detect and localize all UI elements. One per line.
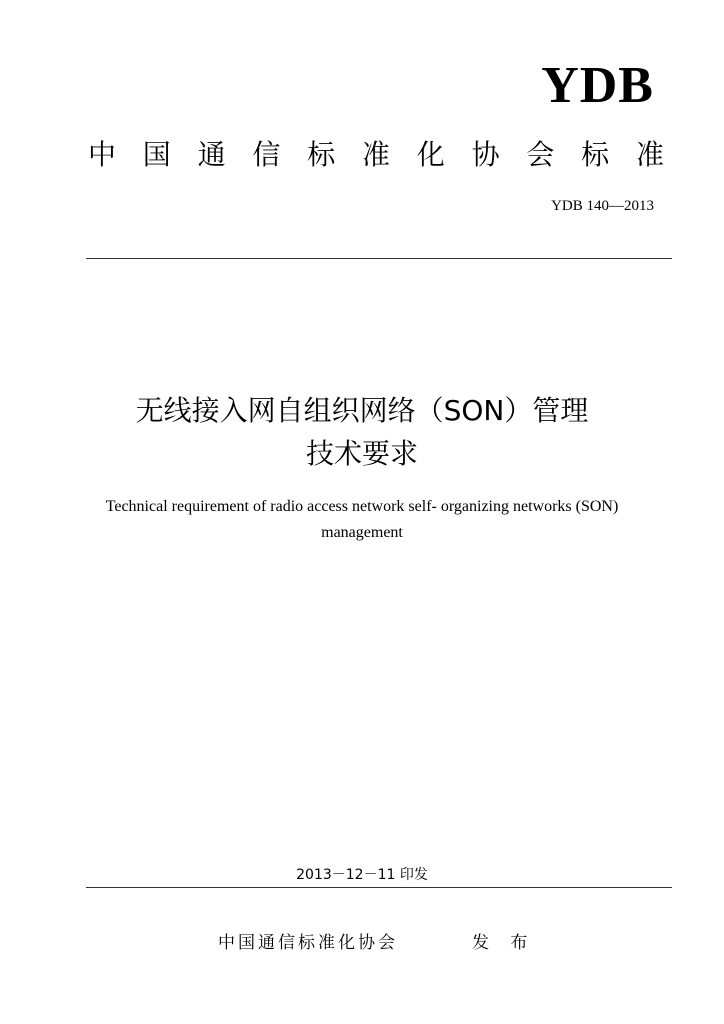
english-title-line-1: Technical requirement of radio access network self- organizing networks (SON) bbox=[105, 498, 619, 515]
chinese-title-line-1: 无线接入网自组织网络（SON）管理 bbox=[135, 394, 589, 427]
org-name-char: 中 bbox=[88, 138, 117, 171]
org-name-char: 标 bbox=[581, 138, 610, 171]
issue-date: 2013－12－11 印发 bbox=[296, 867, 428, 883]
standard-org-name bbox=[88, 138, 664, 171]
org-name-char: 准 bbox=[635, 138, 664, 171]
chinese-title-line-2: 技术要求 bbox=[305, 437, 418, 470]
org-name-char: 协 bbox=[471, 138, 500, 171]
org-name-char: 准 bbox=[361, 138, 390, 171]
publish-label: 发 布 bbox=[472, 933, 536, 953]
footer-divider bbox=[86, 887, 672, 888]
english-title-line-2: management bbox=[321, 524, 403, 541]
org-name-char: 国 bbox=[142, 138, 171, 171]
org-name-char: 标 bbox=[307, 138, 336, 171]
org-name-char: 通 bbox=[197, 138, 226, 171]
org-name-char: 会 bbox=[526, 138, 555, 171]
header-divider bbox=[86, 258, 672, 259]
standard-number: YDB 140—2013 bbox=[551, 198, 654, 214]
publisher-name: 中国通信标准化协会 bbox=[218, 933, 398, 953]
org-name-char: 信 bbox=[252, 138, 281, 171]
org-name-char: 化 bbox=[416, 138, 445, 171]
ydb-logo: YDB bbox=[541, 57, 654, 114]
